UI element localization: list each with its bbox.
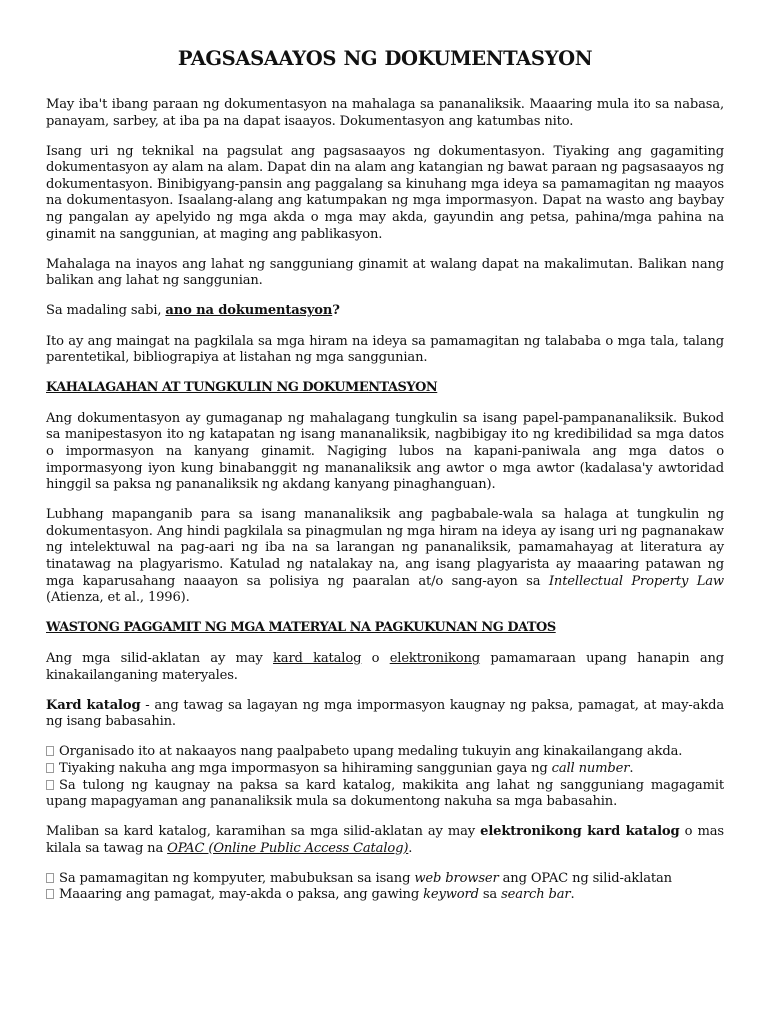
opac-suffix: . <box>408 840 413 856</box>
list-item: Maaaring ang pamagat, may-akda o paksa, ang gawing keyword sa search bar. <box>46 887 724 904</box>
checkbox-bullet-icon <box>46 889 54 899</box>
question-emphasis: ano na dokumentasyon <box>165 303 333 319</box>
web-browser-term: web browser <box>414 870 499 886</box>
paragraph-plagiarism <box>46 507 724 607</box>
checkbox-bullet-icon <box>46 780 54 790</box>
list-item: Sa tulong ng kaugnay na paksa sa kard katalog, makikita ang lahat ng sangguniang magagamit upang mapagyaman ang pananaliksik mula sa dokumentong nakuha sa mga babasahin. <box>46 777 724 810</box>
opac-term: OPAC (Online Public Access Catalog) <box>167 840 409 856</box>
paragraph-intro: May iba't ibang paraan ng dokumentasyon na mahalaga sa pananaliksik. Maaaring mula ito sa nabasa, panayam, sarbey, at iba pa na dapat isaayos. Dokumentasyon ang katumbas nito. <box>46 97 724 129</box>
plagiarism-text: Lubhang mapanganib para sa isang mananaliksik ang pagbabale-wala sa halaga at tungkulin ng dokumentasyon. Ang hindi pagkilala sa pinagmulan ng mga hiram na ideya ay isang uri ng pagnanakaw ng intelektuwal na pag-aari ng iba na sa larangan ng pananaliksik, pamamahayag at literatura ay tinatawag na plagyarismo. Katulad ng natalakay na, ang isang plagyarista ay maaaring patawan ng mga kaparusahang naaayon sa polisiya ng paaralan at/o sang-ayon sa <box>46 507 724 589</box>
kard-katalog-term: kard katalog <box>273 650 362 666</box>
kard-katalog-definition: - ang tawag sa lagayan ng mga impormasyon kaugnay ng paksa, pamagat, at may-akda ng isang babasahin. <box>46 697 724 730</box>
section-heading-importance: KAHALAGAHAN AT TUNGKULIN NG DOKUMENTASYON <box>46 380 438 396</box>
library-mid: o <box>361 650 390 666</box>
paragraph-technical-writing: Isang uri ng teknikal na pagsulat ang pagsasaayos ng dokumentasyon. Tiyaking ang gagamiting dokumentasyon ay alam na alam. Dapat din na alam ang katangian ng bawat paraan ng pagsasaayos ng dokumentasyon. Binibigyang-pansin ang paggalang sa kinuhang mga ideya sa pamamagitan ng maayos na dokumentasyon. Isaalang-alang ang katumpakan ng mga impormasyon. Dapat na wasto ang baybay ng pangalan ay apelyido ng mga akda o mga may akda, gayundin ang petsa, pahina/mga pahina na ginamit na sanggunian, at maging ang pablikasyon. <box>46 143 724 242</box>
opac-prefix: Maliban sa kard katalog, karamihan sa mga silid-aklatan ay may <box>46 824 481 840</box>
bullet-list-opac <box>46 871 724 904</box>
plagiarism-citation: (Atienza, et al., 1996). <box>46 590 190 606</box>
section-heading-materials: WASTONG PAGGAMIT NG MGA MATERYAL NA PAGKUKUNAN NG DATOS <box>46 620 556 636</box>
list-item: Sa pamamagitan ng kompyuter, mabubuksan sa isang web browser ang OPAC ng silid-aklatan <box>46 871 724 888</box>
opac-mid: o mas kilala sa tawag na <box>46 824 724 856</box>
paragraph-definition: Ito ay ang maingat na pagkilala sa mga hiram na ideya sa pamamagitan ng talababa o mga tala, talang parentetikal, bibliograpiya at listahan ng mga sanggunian. <box>46 333 724 366</box>
paragraph-question <box>46 303 724 320</box>
library-suffix: pamamaraan upang hanapin ang kinakailanganing materyales. <box>46 650 724 683</box>
list-item: Organisado ito at nakaayos nang paalpabeto upang medaling tukuyin ang kinakailangang akda. <box>46 744 724 761</box>
library-prefix: Ang mga silid-aklatan ay may <box>46 650 273 666</box>
checkbox-bullet-icon <box>46 763 54 773</box>
document-page <box>46 46 724 918</box>
page-title: PAGSASAAYOS NG DOKUMENTASYON <box>177 47 593 70</box>
paragraph-library-methods <box>46 651 724 684</box>
question-prefix: Sa madaling sabi, <box>46 303 166 319</box>
list-item: Tiyaking nakuha ang mga impormasyon sa hihiraming sanggunian gaya ng call number. <box>46 761 724 778</box>
paragraph-opac <box>46 824 724 857</box>
search-bar-term: search bar <box>501 887 571 903</box>
paragraph-organize-references: Mahalaga na inayos ang lahat ng sangguniang ginamit at walang dapat na makalimutan. Balikan nang balikan ang lahat ng sanggunian. <box>46 256 724 289</box>
paragraph-function: Ang dokumentasyon ay gumaganap ng mahalagang tungkulin sa isang papel-pampananaliksik. Bukod sa manipestasyon ito ng katapatan ng isang mananaliksik, nagbibigay ito ng kredibilidad sa mga datos o impormasyon na kanyang ginamit. Nagiging lubos na kapani-paniwala ang mga datos o impormasyong iyon kung binabanggit ng mananaliksik ang awtor o mga awtor (kadalasa'y awtoridad hinggil sa paksa ng pananaliksik ng akdang kanyang pinaghanguan). <box>46 410 724 493</box>
paragraph-kard-katalog <box>46 698 724 731</box>
kard-katalog-label: Kard katalog <box>46 697 141 713</box>
law-name: Intellectual Property Law <box>548 573 724 589</box>
question-mark: ? <box>332 303 340 319</box>
elektroniko-term: elektronikong <box>389 650 481 666</box>
keyword-term: keyword <box>423 887 479 903</box>
bullet-list-kard-katalog <box>46 744 724 810</box>
elektronikong-kard-katalog-term: elektronikong kard katalog <box>480 824 680 840</box>
call-number-term: call number <box>551 760 630 776</box>
checkbox-bullet-icon <box>46 873 54 883</box>
checkbox-bullet-icon <box>46 746 54 756</box>
